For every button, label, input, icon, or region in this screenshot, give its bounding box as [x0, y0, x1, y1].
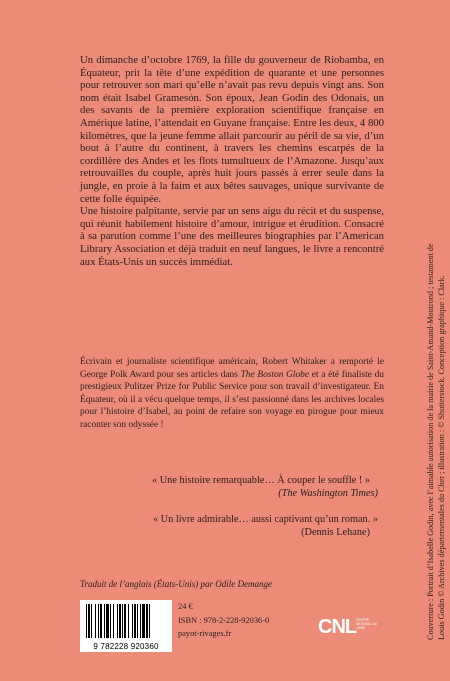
quote-source: (The Washington Times) [278, 488, 378, 500]
quote-text: « Un livre admirable… aussi captivant qu’un roman. » [152, 513, 378, 525]
blurb-paragraph-1: Un dimanche d’octobre 1769, la fille du gouverneur de Riobamba, en Équateur, prit la tête d’une expédition de quarante et une personnes pour retrouver son mari qu’elle n’avait pas revu depuis vingt ans. Son nom était Isabel Gramesón. Son époux, Jean Godin des Odonais, un des savants de la première exploration scientifique française en Amérique latine, l’attendait en Guyane française. Entre les deux, 4 800 kilomètres, que la jeune femme allait parcourir au péril de sa vie, d’un bout à l’autre du continent, à travers les chemins escarpés de la cordillère des Andes et les flots tumultueux de l’Amazone. Jusqu’aux retrouvailles du couple, après huit jours passés à errer seule dans la jungle, en proie à la faim et aux bêtes sauvages, unique survivante de cette folle équipée. [80, 54, 384, 205]
quote-text: « Une histoire remarquable… À couper le souffle ! » [152, 475, 370, 486]
publisher-website: payot-rivages.fr [178, 629, 232, 639]
newspaper-title: The Boston Globe [240, 369, 310, 380]
author-bio-start: Écrivain et journaliste scientifique américain, Robert Whitaker a remporté le George Polk Award pour ses articles dans [80, 357, 384, 380]
cnl-logo-mark: CNL [318, 616, 357, 638]
cnl-logo-caption: CENTRE NATIONAL DU LIVRE [356, 618, 378, 630]
back-cover-blurb [80, 54, 384, 268]
press-quote [80, 513, 378, 540]
translator-credit: Traduit de l’anglais (États-Unis) par Odile Demange [80, 579, 272, 589]
price: 24 € [178, 602, 193, 611]
credits-line-1: Couverture : Portrait d’Isabelle Godin, avec l’aimable autorisation de la mairie de Saint-Amand-Montrond ; testament de [426, 243, 435, 640]
press-quotes [80, 474, 378, 540]
cnl-logo [318, 610, 378, 646]
cover-credits [425, 20, 450, 640]
publisher-info [178, 600, 269, 641]
isbn: ISBN : 978-2-228-92036-0 [178, 615, 270, 625]
author-bio-end: et a été finaliste du prestigieux Pulitzer Prize for Public Service pour son travail d’investigateur. En Équateur, où il a vécu quelque temps, il s’est passionné dans les archives locales pour l’histoire d’Isabel, au point de refaire son voyage en pirogue pour mieux raconter son odyssée ! [80, 369, 384, 430]
isbn-barcode [80, 600, 172, 652]
barcode-digits: 9 782228 920360 [93, 642, 159, 651]
barcode-bars [80, 600, 172, 642]
press-quote [80, 474, 378, 501]
author-bio [80, 356, 384, 432]
quote-source: (Dennis Lehane) [301, 527, 370, 539]
credits-line-2: Louis Godin © Archives départementales du Cher ; illustration : © Shutterstock. Conception graphique : Clark. [437, 275, 446, 640]
blurb-paragraph-2: Une histoire palpitante, servie par un sens aigu du récit et du suspense, qui réunit habilement histoire d’amour, intrigue et érudition. Consacré à sa parution comme l’une des meilleures biographies par l’American Library Association et déjà traduit en neuf langues, le livre a rencontré aux États-Unis un succès immédiat. [80, 205, 384, 268]
